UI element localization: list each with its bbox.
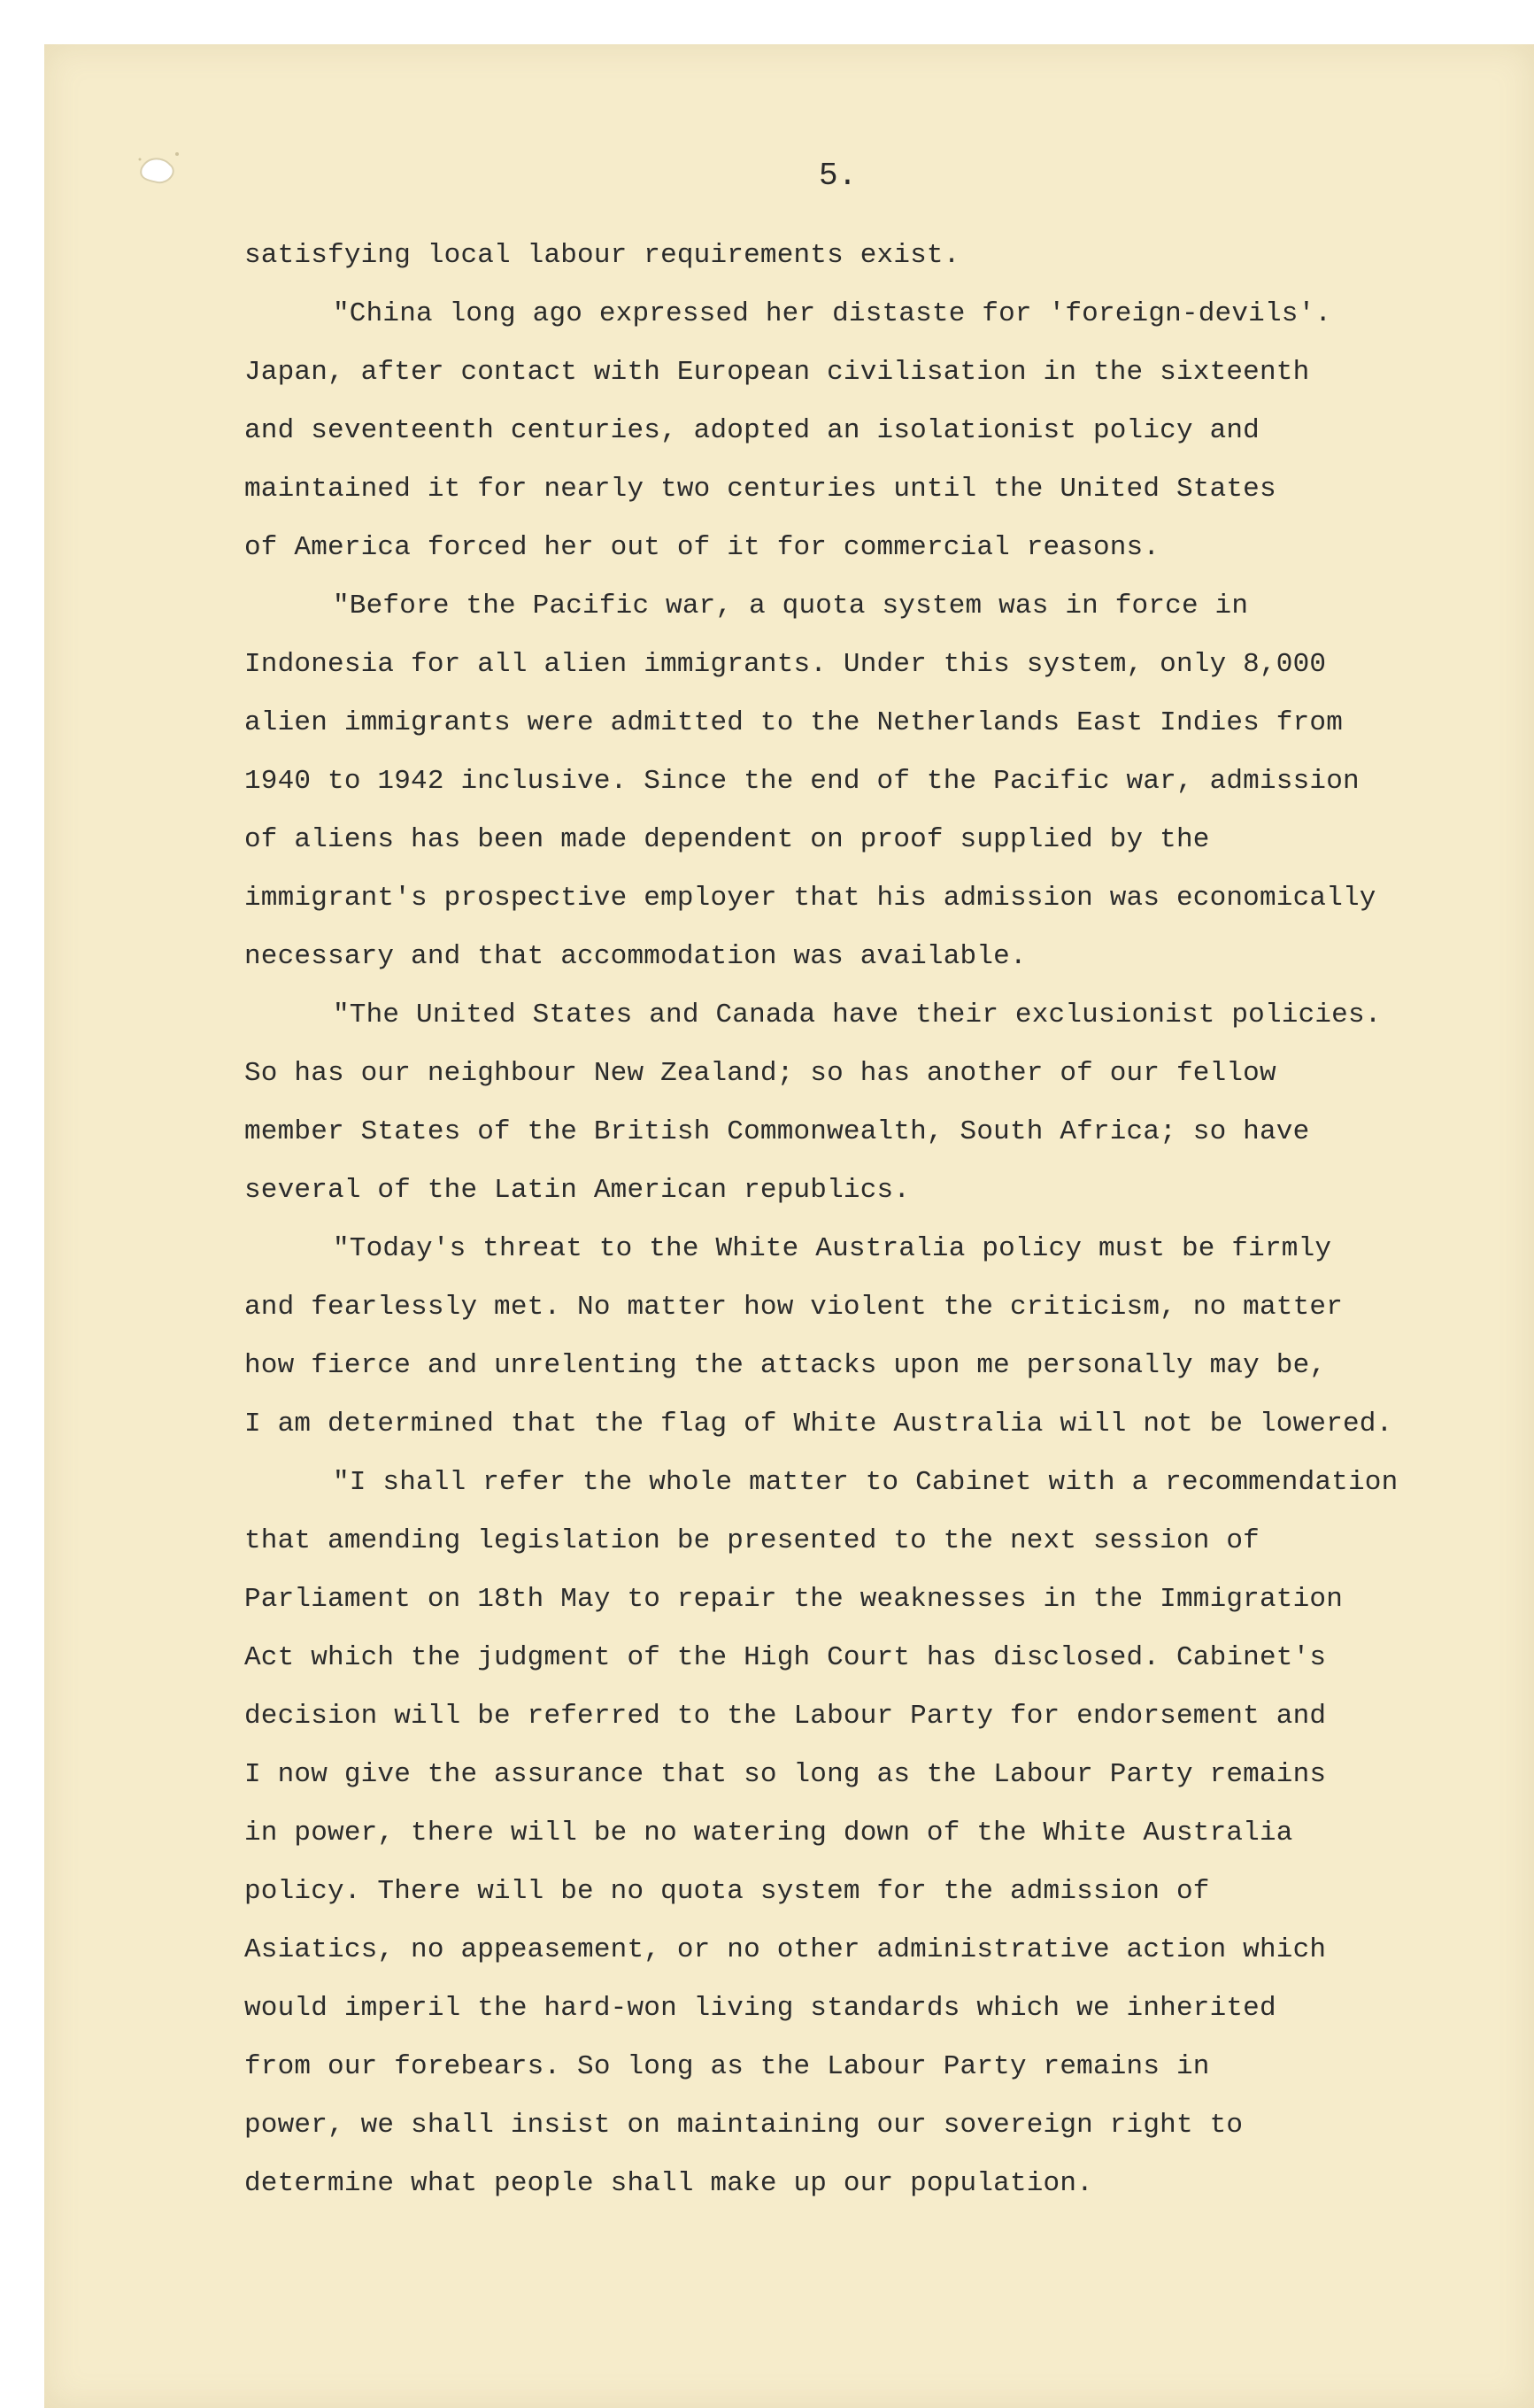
- text-line: policy. There will be no quota system for the admission of: [244, 1876, 1210, 1907]
- text-line: and fearlessly met. No matter how violent the criticism, no matter: [244, 1292, 1343, 1323]
- paper-damage-mark: [133, 142, 195, 204]
- text-line: necessary and that accommodation was available.: [244, 941, 1027, 972]
- text-line: in power, there will be no watering down of the White Australia: [244, 1818, 1293, 1848]
- text-line: of aliens has been made dependent on proof supplied by the: [244, 824, 1210, 855]
- text-line: 1940 to 1942 inclusive. Since the end of the Pacific war, admission: [244, 766, 1360, 797]
- text-line: how fierce and unrelenting the attacks upon me personally may be,: [244, 1350, 1327, 1381]
- text-line: satisfying local labour requirements exist.: [244, 240, 960, 271]
- text-line: Asiatics, no appeasement, or no other administrative action which: [244, 1934, 1327, 1965]
- text-line: I am determined that the flag of White Australia will not be lowered.: [244, 1409, 1393, 1439]
- text-line: So has our neighbour New Zealand; so has another of our fellow: [244, 1058, 1276, 1089]
- text-line: "Today's threat to the White Australia policy must be firmly: [333, 1233, 1332, 1264]
- text-line: alien immigrants were admitted to the Netherlands East Indies from: [244, 707, 1343, 738]
- text-line: that amending legislation be presented to the next session of: [244, 1525, 1260, 1556]
- text-line: of America forced her out of it for commercial reasons.: [244, 532, 1160, 563]
- text-line: decision will be referred to the Labour Party for endorsement and: [244, 1701, 1327, 1732]
- text-line: from our forebears. So long as the Labour Party remains in: [244, 2051, 1210, 2082]
- text-line: Act which the judgment of the High Court has disclosed. Cabinet's: [244, 1642, 1327, 1673]
- text-line: immigrant's prospective employer that his admission was economically: [244, 883, 1376, 914]
- text-line: power, we shall insist on maintaining our sovereign right to: [244, 2110, 1244, 2141]
- text-line: Indonesia for all alien immigrants. Under this system, only 8,000: [244, 649, 1327, 680]
- text-line: "Before the Pacific war, a quota system was in force in: [333, 590, 1249, 621]
- text-line: Parliament on 18th May to repair the weaknesses in the Immigration: [244, 1584, 1343, 1615]
- text-line: Japan, after contact with European civilisation in the sixteenth: [244, 357, 1310, 388]
- text-line: I now give the assurance that so long as the Labour Party remains: [244, 1759, 1327, 1790]
- text-line: determine what people shall make up our population.: [244, 2168, 1093, 2199]
- text-line: "The United States and Canada have their exclusionist policies.: [333, 999, 1382, 1030]
- text-line: maintained it for nearly two centuries until the United States: [244, 474, 1276, 505]
- document-body: [244, 227, 1492, 2213]
- text-line: and seventeenth centuries, adopted an isolationist policy and: [244, 415, 1260, 446]
- page-number: 5.: [819, 158, 858, 194]
- text-line: would imperil the hard-won living standards which we inherited: [244, 1993, 1276, 2024]
- text-line: member States of the British Commonwealth, South Africa; so have: [244, 1116, 1310, 1147]
- text-line: "I shall refer the whole matter to Cabinet with a recommendation: [333, 1467, 1399, 1498]
- text-line: "China long ago expressed her distaste for 'foreign-devils'.: [333, 298, 1332, 329]
- text-line: several of the Latin American republics.: [244, 1175, 911, 1206]
